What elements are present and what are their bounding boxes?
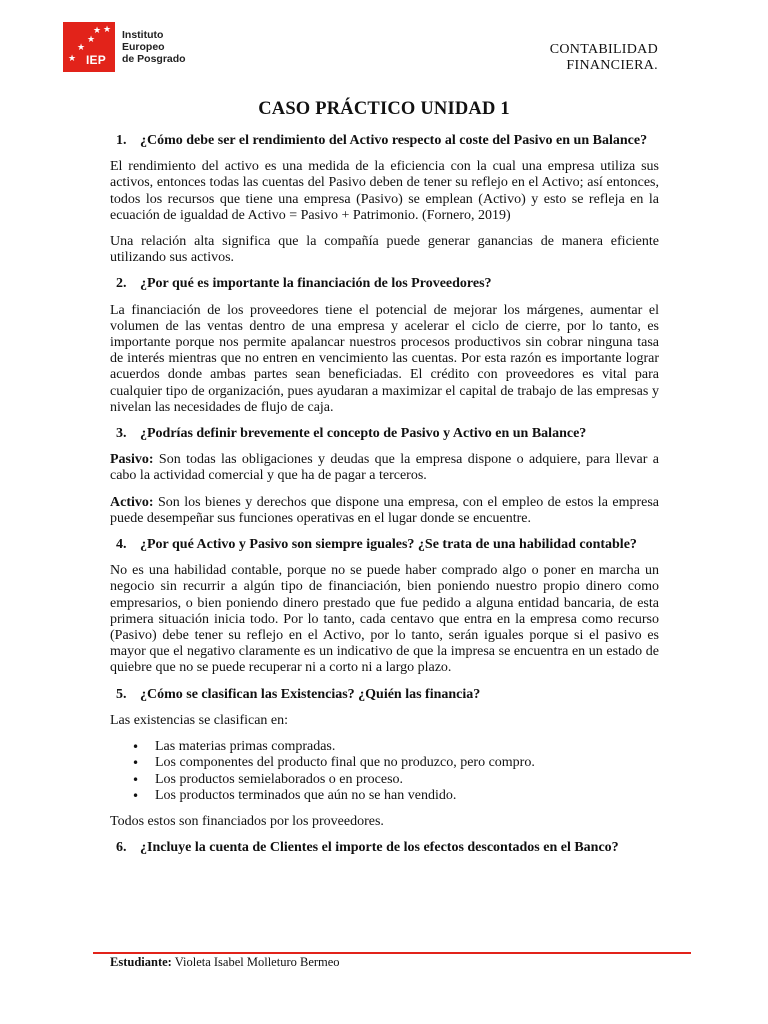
subject-line: FINANCIERA.	[566, 58, 658, 73]
question-2	[110, 276, 659, 292]
question-text: ¿Cómo debe ser el rendimiento del Activo respecto al coste del Pasivo en un Balance?	[140, 133, 648, 148]
answer-paragraph: El rendimiento del activo es una medida de la eficiencia con la cual una empresa utiliza sus activos, entonces todas las cuentas del Pasivo deben de tener su reflejo en el Activo; así entonces, todos los recursos que tiene una empresa (Pasivo) se emplean (Activo) y esto se refleja en la ecuación de igualdad de Activo = Pasivo + Patrimonio. (Fornero, 2019)	[110, 159, 659, 223]
existencias-list	[110, 739, 659, 804]
question-number: 5.	[116, 686, 127, 702]
question-text: ¿Podrías definir brevemente el concepto de Pasivo y Activo en un Balance?	[140, 426, 587, 442]
term-definition: Son los bienes y derechos que dispone una empresa, con el empleo de estos la empresa puede desempeñar sus funciones operativas en el lugar donde se encuentre.	[110, 494, 659, 526]
question-number: 3.	[116, 426, 127, 442]
star-icon: ★	[93, 26, 102, 36]
definition-pasivo	[110, 452, 659, 484]
student-name: Violeta Isabel Molleturo Bermeo	[171, 955, 340, 969]
question-6	[110, 840, 659, 856]
question-text: ¿Por qué Activo y Pasivo son siempre iguales? ¿Se trata de una habilidad contable?	[140, 537, 637, 553]
term-label: Activo:	[110, 494, 154, 510]
star-icon: ★	[77, 43, 86, 53]
term-definition: Son todas las obligaciones y deudas que la empresa dispone o adquiere, para llevar a cabo la actividad comercial y que ha de pagar a terceros.	[110, 452, 659, 484]
list-item: • Las materias primas compradas.	[110, 739, 659, 755]
question-3	[110, 426, 659, 442]
answer-paragraph: No es una habilidad contable, porque no se puede haber comprado algo o poner en marcha un negocio sin recurrir a algún tipo de financiación, bien poniendo nuestro propio dinero como empresarios, o bien poniendo dinero prestado que fue pedido a alguna entidad bancaria, de esta primera situación inicia todo. Por lo tanto, cada centavo que entra en la empresa como recurso (Pasivo) debe tener su reflejo en el Activo, por lo tanto, serán iguales porque si el pasivo es mayor que el negativo claramente es un indicativo de que la impresa se encuentra en un estado de quiebre que no se puede recuperar ni a corto ni a largo plazo.	[110, 563, 659, 676]
question-text: ¿Por qué es importante la financiación de los Proveedores?	[140, 276, 492, 292]
question-number: 1.	[116, 133, 127, 148]
logo-abbr: IEP	[86, 53, 106, 67]
question-number: 4.	[116, 537, 127, 553]
subject-header	[550, 42, 658, 74]
question-4	[110, 537, 659, 553]
question-5	[110, 687, 659, 703]
question-text: ¿Cómo se clasifican las Existencias? ¿Quién las financia?	[140, 686, 481, 702]
question-number: 2.	[116, 276, 127, 292]
footer-divider	[93, 952, 691, 954]
answer-paragraph: La financiación de los proveedores tiene el potencial de mejorar los márgenes, aumentar el volumen de las ventas dentro de una empresa y acelerar el ciclo de cierre, por lo tanto, es importante porque nos permite apalancar nuestros procesos productivos sin cobrar ninguna tasa de interés mientras que no entren en vencimiento las cuentas. Por esta razón es importante lograr acuerdos donde ambas partes sean beneficiadas. El crédito con proveedores es vital para cualquier tipo de organización, pues ayudaran a maximizar el capital de trabajo de las empresas y nivelan las necesidades de flujo de caja.	[110, 302, 659, 415]
definition-activo	[110, 495, 659, 527]
star-icon: ★	[103, 25, 112, 35]
logo-mark	[63, 22, 115, 72]
list-item: • Los productos semielaborados o en proceso.	[110, 772, 659, 788]
subject-line: CONTABILIDAD	[549, 42, 658, 57]
answer-paragraph: Todos estos son financiados por los proveedores.	[110, 813, 384, 829]
answer-paragraph: Una relación alta significa que la compañía puede generar ganancias de manera eficiente utilizando sus activos.	[110, 234, 659, 266]
question-number: 6.	[116, 840, 127, 856]
student-label: Estudiante:	[110, 955, 172, 969]
page-footer	[110, 955, 340, 970]
answer-paragraph: Las existencias se clasifican en:	[110, 712, 289, 728]
logo-line: Instituto	[122, 29, 164, 41]
list-item: • Los componentes del producto final que no produzco, pero compro.	[110, 755, 659, 771]
page-title: CASO PRÁCTICO UNIDAD 1	[258, 99, 510, 119]
logo-text	[122, 29, 186, 65]
star-icon: ★	[68, 54, 77, 64]
question-text: ¿Incluye la cuenta de Clientes el importe de los efectos descontados en el Banco?	[140, 840, 619, 856]
star-icon: ★	[87, 35, 96, 45]
logo-line: de Posgrado	[122, 53, 186, 65]
list-item: • Los productos terminados que aún no se han vendido.	[110, 788, 659, 804]
term-label: Pasivo:	[110, 452, 154, 468]
logo-line: Europeo	[122, 41, 165, 53]
question-1	[110, 133, 659, 149]
document-body	[110, 133, 659, 866]
institution-logo	[63, 22, 186, 72]
